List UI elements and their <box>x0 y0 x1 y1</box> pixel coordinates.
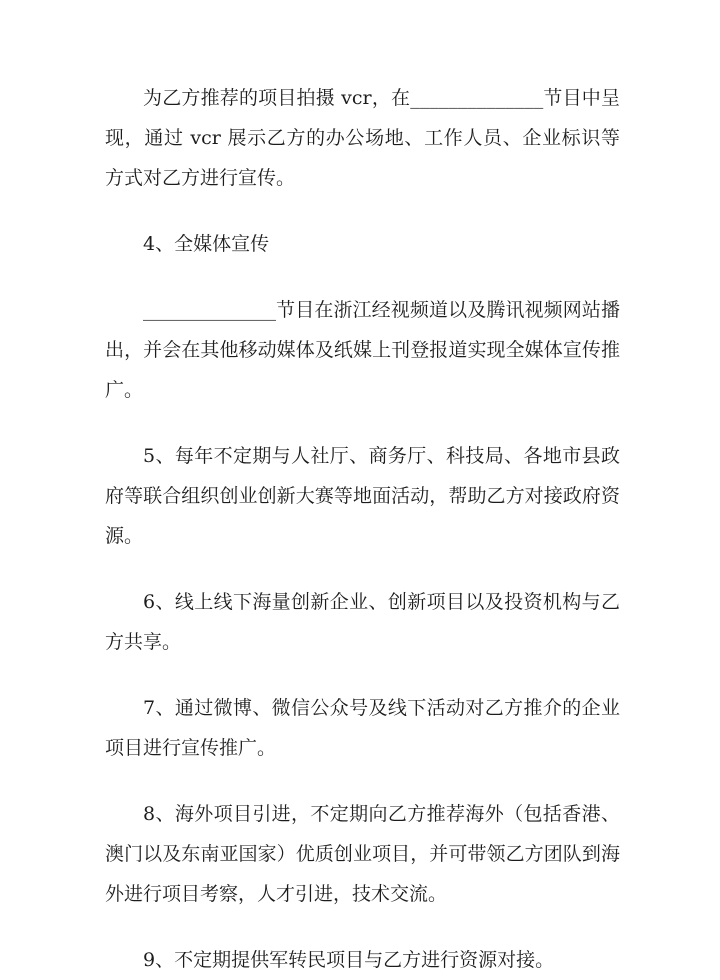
paragraph-item-5: 5、每年不定期与人社厅、商务厅、科技局、各地市县政府等联合组织创业创新大赛等地面活动，帮助乙方对接政府资源。 <box>105 445 620 547</box>
paragraph-item-7: 7、通过微博、微信公众号及线下活动对乙方推介的企业项目进行宣传推广。 <box>105 697 620 759</box>
section-heading-all-media: 4、全媒体宣传 <box>143 233 270 255</box>
paragraph-item-8: 8、海外项目引进，不定期向乙方推荐海外（包括香港、澳门以及东南亚国家）优质创业项目，并可带领乙方团队到海外进行项目考察，人才引进，技术交流。 <box>105 803 620 905</box>
paragraph-broadcast: ______________节目在浙江经视频道以及腾讯视频网站播出，并会在其他移动媒体及纸媒上刊登报道实现全媒体宣传推广。 <box>105 299 620 401</box>
document-page <box>105 78 620 980</box>
paragraph-item-9: 9、不定期提供军转民项目与乙方进行资源对接。 <box>143 949 555 971</box>
paragraph-vcr-promotion: 为乙方推荐的项目拍摄 vcr，在______________节目中呈现，通过 vcr 展示乙方的办公场地、工作人员、企业标识等方式对乙方进行宣传。 <box>105 87 620 189</box>
paragraph-item-6: 6、线上线下海量创新企业、创新项目以及投资机构与乙方共享。 <box>105 591 620 653</box>
